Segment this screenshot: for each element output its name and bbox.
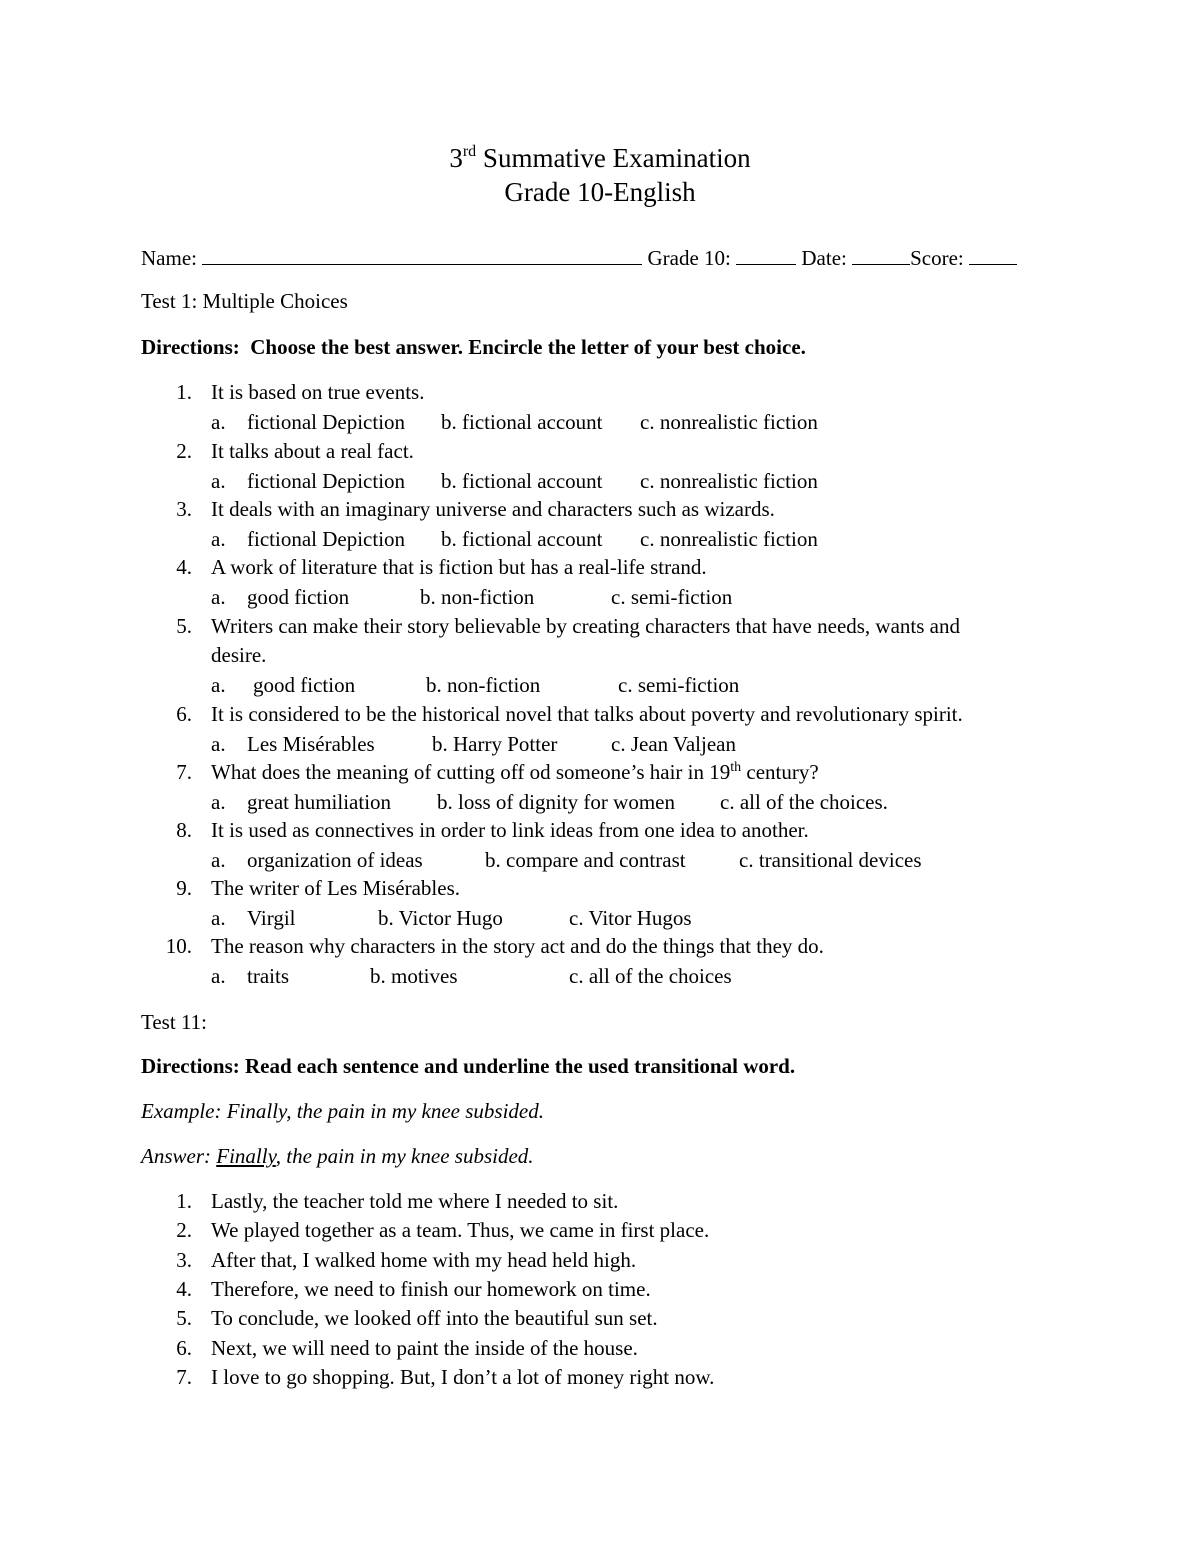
sentence-text[interactable]: Therefore, we need to finish our homework on time. <box>211 1276 651 1301</box>
name-label: Name: <box>141 246 197 270</box>
sentence-number: 1. <box>176 1189 192 1213</box>
option-c[interactable]: c. Jean Valjean <box>611 732 736 756</box>
answer-rest: , the pain in my knee subsided. <box>275 1144 534 1168</box>
question-text: It is considered to be the historical novel that talks about poverty and revolutionary spirit. <box>211 702 963 726</box>
sentence-text[interactable]: Lastly, the teacher told me where I needed to sit. <box>211 1189 619 1213</box>
question-number: 10. <box>165 934 192 958</box>
option-a-letter[interactable]: a. <box>211 848 226 872</box>
question-text <box>211 758 819 786</box>
page-title <box>0 142 1200 174</box>
option-c[interactable]: c. transitional devices <box>739 848 922 872</box>
score-blank[interactable] <box>969 246 1017 265</box>
question-number: 4. <box>176 555 192 579</box>
option-a-letter[interactable]: a. <box>211 673 226 697</box>
question-text: It talks about a real fact. <box>211 439 414 463</box>
option-b[interactable]: b. compare and contrast <box>485 848 686 872</box>
test1-heading: Test 1: Multiple Choices <box>141 289 348 313</box>
option-a[interactable]: good fiction <box>253 673 356 697</box>
question-number: 5. <box>176 614 192 638</box>
sentence-text[interactable]: Next, we will need to paint the inside of the house. <box>211 1335 638 1360</box>
option-a-letter[interactable]: a. <box>211 790 226 814</box>
option-a[interactable]: Virgil <box>247 906 296 930</box>
option-c[interactable]: c. semi-fiction <box>618 673 740 697</box>
sentence-number: 7. <box>176 1364 192 1389</box>
date-label: Date: <box>801 246 847 270</box>
answer-line <box>141 1142 534 1170</box>
option-c[interactable]: c. all of the choices. <box>720 790 888 814</box>
question-number: 6. <box>176 702 192 726</box>
question-text: It is based on true events. <box>211 380 425 404</box>
question-text: Writers can make their story believable by creating characters that have needs, wants and <box>211 614 960 638</box>
sentence-number: 3. <box>176 1247 192 1272</box>
option-b[interactable]: b. motives <box>370 964 458 988</box>
option-a[interactable]: Les Misérables <box>247 732 375 756</box>
test2-directions: Directions: Read each sentence and underline the used transitional word. <box>141 1054 796 1078</box>
question-number: 2. <box>176 439 192 463</box>
option-a-letter[interactable]: a. <box>211 469 226 493</box>
question-text-part: What does the meaning of cutting off od someone’s hair in 19 <box>211 760 731 784</box>
date-blank[interactable] <box>852 246 910 265</box>
question-number: 8. <box>176 818 192 842</box>
sentence-number: 6. <box>176 1335 192 1360</box>
title-text: Summative Examination <box>476 143 751 173</box>
sentence-text[interactable]: After that, I walked home with my head held high. <box>211 1247 637 1272</box>
question-text: A work of literature that is fiction but has a real-life strand. <box>211 555 707 579</box>
question-text-part: century? <box>741 760 819 784</box>
question-number: 7. <box>176 760 192 784</box>
option-b[interactable]: b. fictional account <box>441 469 603 493</box>
option-b[interactable]: b. Harry Potter <box>432 732 558 756</box>
option-b[interactable]: b. Victor Hugo <box>378 906 503 930</box>
sentence-number: 2. <box>176 1218 192 1243</box>
question-text: The writer of Les Misérables. <box>211 876 460 900</box>
question-text: The reason why characters in the story act and do the things that they do. <box>211 934 824 958</box>
option-a-letter[interactable]: a. <box>211 410 226 434</box>
question-text: It deals with an imaginary universe and characters such as wizards. <box>211 497 775 521</box>
option-c[interactable]: c. nonrealistic fiction <box>640 527 818 551</box>
answer-label: Answer: <box>141 1144 211 1168</box>
directions-text: Choose the best answer. Encircle the letter of your best choice. <box>250 335 806 359</box>
option-a[interactable]: good fiction <box>247 585 350 609</box>
option-b[interactable]: b. fictional account <box>441 410 603 434</box>
grade-label: Grade 10: <box>647 246 731 270</box>
option-a[interactable]: fictional Depiction <box>247 469 406 493</box>
option-a[interactable]: organization of ideas <box>247 848 423 872</box>
title-number: 3 <box>449 143 463 173</box>
option-b[interactable]: b. non-fiction <box>426 673 541 697</box>
option-c[interactable]: c. Vitor Hugos <box>569 906 692 930</box>
question-number: 9. <box>176 876 192 900</box>
score-label: Score: <box>910 246 964 270</box>
question-number: 1. <box>176 380 192 404</box>
option-a[interactable]: fictional Depiction <box>247 527 406 551</box>
option-a-letter[interactable]: a. <box>211 585 226 609</box>
option-a-letter[interactable]: a. <box>211 527 226 551</box>
option-a[interactable]: great humiliation <box>247 790 392 814</box>
sentence-text[interactable]: We played together as a team. Thus, we came in first place. <box>211 1218 710 1243</box>
directions-label: Directions: <box>141 335 240 359</box>
option-c[interactable]: c. semi-fiction <box>611 585 733 609</box>
info-line <box>141 244 1017 272</box>
grade-blank[interactable] <box>736 246 796 265</box>
example-line: Example: Finally, the pain in my knee subsided. <box>141 1099 544 1123</box>
option-c[interactable]: c. all of the choices <box>569 964 732 988</box>
option-a-letter[interactable]: a. <box>211 906 226 930</box>
name-blank[interactable] <box>202 246 642 265</box>
question-number: 3. <box>176 497 192 521</box>
option-c[interactable]: c. nonrealistic fiction <box>640 410 818 434</box>
question-superscript: th <box>730 760 742 775</box>
option-b[interactable]: b. loss of dignity for women <box>437 790 675 814</box>
sentence-number: 4. <box>176 1276 192 1301</box>
test2-heading: Test 11: <box>141 1010 207 1034</box>
page-subtitle: Grade 10-English <box>504 177 696 207</box>
option-a[interactable]: traits <box>247 964 289 988</box>
test1-directions <box>141 333 806 361</box>
title-superscript: rd <box>462 143 477 160</box>
sentence-text[interactable]: I love to go shopping. But, I don’t a lot of money right now. <box>211 1364 715 1389</box>
option-a[interactable]: fictional Depiction <box>247 410 406 434</box>
option-a-letter[interactable]: a. <box>211 964 226 988</box>
question-text-continued: desire. <box>211 643 267 667</box>
sentence-number: 5. <box>176 1306 192 1331</box>
option-b[interactable]: b. non-fiction <box>420 585 535 609</box>
option-a-letter[interactable]: a. <box>211 732 226 756</box>
option-b[interactable]: b. fictional account <box>441 527 603 551</box>
option-c[interactable]: c. nonrealistic fiction <box>640 469 818 493</box>
sentence-text[interactable]: To conclude, we looked off into the beautiful sun set. <box>211 1306 658 1331</box>
question-text: It is used as connectives in order to link ideas from one idea to another. <box>211 818 809 842</box>
answer-underlined-word: Finally <box>216 1144 276 1168</box>
